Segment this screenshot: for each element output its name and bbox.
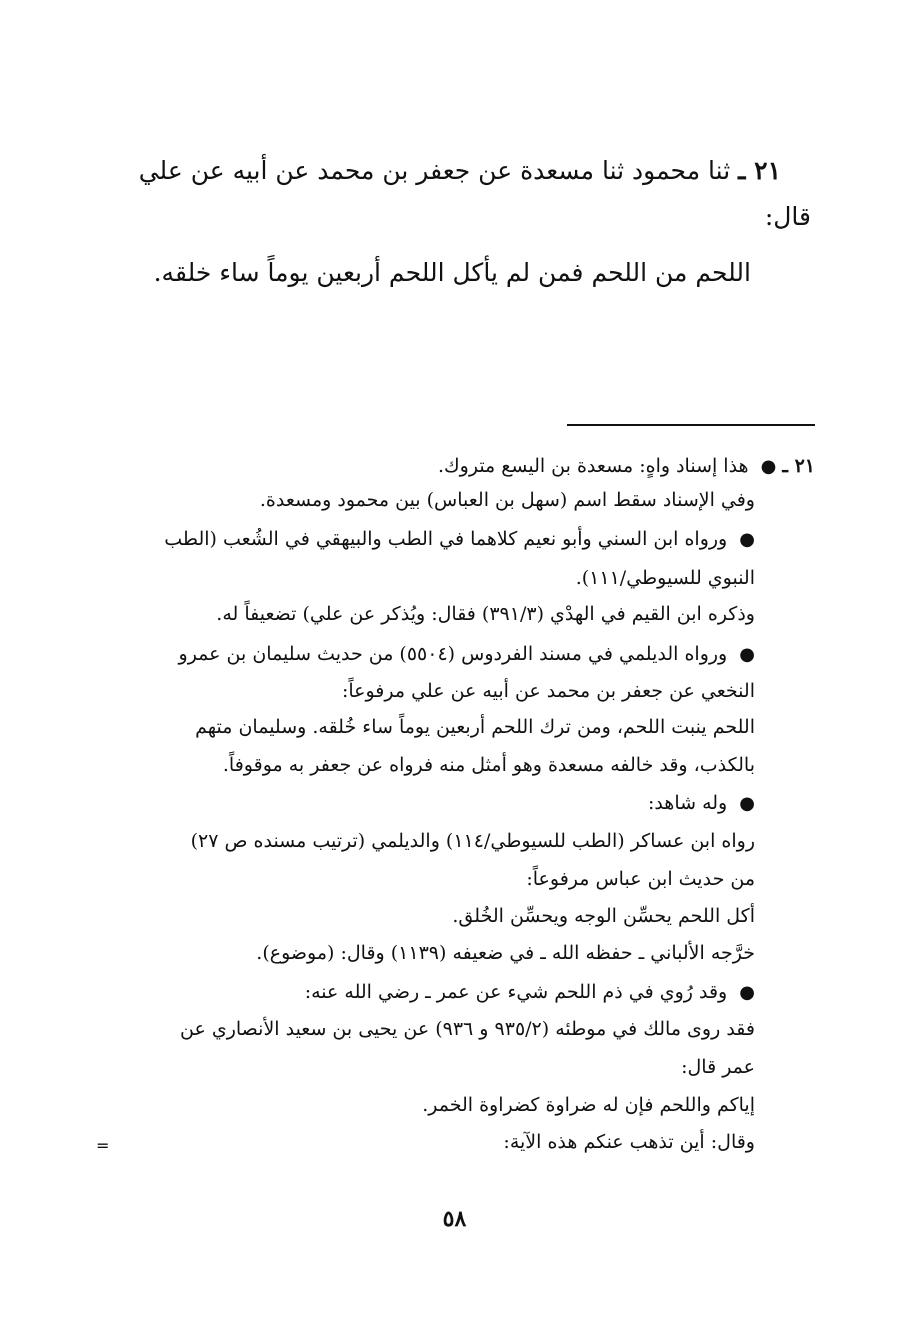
footnote-text: ورواه الديلمي في مسند الفردوس (٥٥٠٤) من حديث سليمان بن عمرو — [178, 643, 728, 665]
footnote-line — [164, 528, 755, 551]
continuation-mark: = — [96, 1136, 110, 1155]
footnote-line: اللحم ينبت اللحم، ومن ترك اللحم أربعين يوماً ساء خُلقه. وسليمان متهم — [195, 716, 755, 738]
footnote-line — [179, 643, 755, 666]
footnote-separator — [567, 424, 815, 426]
footnote-line — [305, 981, 755, 1004]
footnote-number: ٢١ ـ — [782, 455, 815, 477]
bullet-icon: ● — [739, 644, 755, 665]
hadith-matn: اللحم من اللحم فمن لم يأكل اللحم أربعين يوماً ساء خلقه. — [153, 258, 751, 287]
footnote-line — [648, 792, 755, 815]
bullet-icon: ● — [739, 982, 755, 1003]
bullet-icon: ● — [760, 456, 777, 477]
footnote-line: بالكذب، وقد خالفه مسعدة وهو أمثل منه فرواه عن جعفر به موقوفاً. — [222, 754, 755, 776]
footnote-line: وفي الإسناد سقط اسم (سهل بن العباس) بين محمود ومسعدة. — [259, 489, 755, 511]
footnote-line: النخعي عن جعفر بن محمد عن أبيه عن علي مرفوعاً: — [341, 680, 755, 702]
footnote-line: أكل اللحم يحسِّن الوجه ويحسِّن الخُلق. — [452, 905, 755, 927]
hadith-isnad: ثنا محمود ثنا مسعدة عن جعفر بن محمد عن أبيه عن علي — [138, 156, 731, 185]
footnote-line: خرَّجه الألباني ـ حفظه الله ـ في ضعيفه (١١٣٩) وقال: (موضوع). — [256, 942, 755, 964]
footnote-text: وقد رُوي في ذم اللحم شيء عن عمر ـ رضي الله عنه: — [304, 981, 728, 1003]
footnote-text: وله شاهد: — [647, 792, 728, 814]
hadith-number: ٢١ ـ — [738, 156, 781, 185]
footnote-line: النبوي للسيوطي/١١١). — [575, 567, 755, 589]
footnote-text: هذا إسناد واهٍ: مسعدة بن اليسع متروك. — [437, 455, 749, 477]
footnote-line: وقال: أين تذهب عنكم هذه الآية: — [503, 1131, 755, 1153]
footnote-text: ورواه ابن السني وأبو نعيم كلاهما في الطب والبيهقي في الشُعب (الطب — [164, 528, 728, 550]
footnote-line: عمر قال: — [681, 1056, 755, 1078]
footnote-line: فقد روى مالك في موطئه (٩٣٥/٢ و ٩٣٦) عن يحيى بن سعيد الأنصاري عن — [180, 1018, 755, 1040]
footnote-line: من حديث ابن عباس مرفوعاً: — [526, 868, 755, 890]
bullet-icon: ● — [739, 793, 755, 814]
page-number: ٥٨ — [442, 1206, 467, 1232]
footnote-line: إياكم واللحم فإن له ضراوة كضراوة الخمر. — [422, 1094, 755, 1116]
hadith-line-2: قال: — [764, 202, 811, 231]
footnote-line: وذكره ابن القيم في الهدْي (٣٩١/٣) فقال: ويُذكر عن علي) تضعيفاً له. — [216, 603, 755, 625]
hadith-line-1 — [139, 156, 781, 186]
footnote-line: رواه ابن عساكر (الطب للسيوطي/١١٤) والديلمي (ترتيب مسنده ص ٢٧) — [190, 830, 755, 852]
bullet-icon: ● — [739, 529, 755, 550]
footnote-line — [438, 455, 815, 478]
